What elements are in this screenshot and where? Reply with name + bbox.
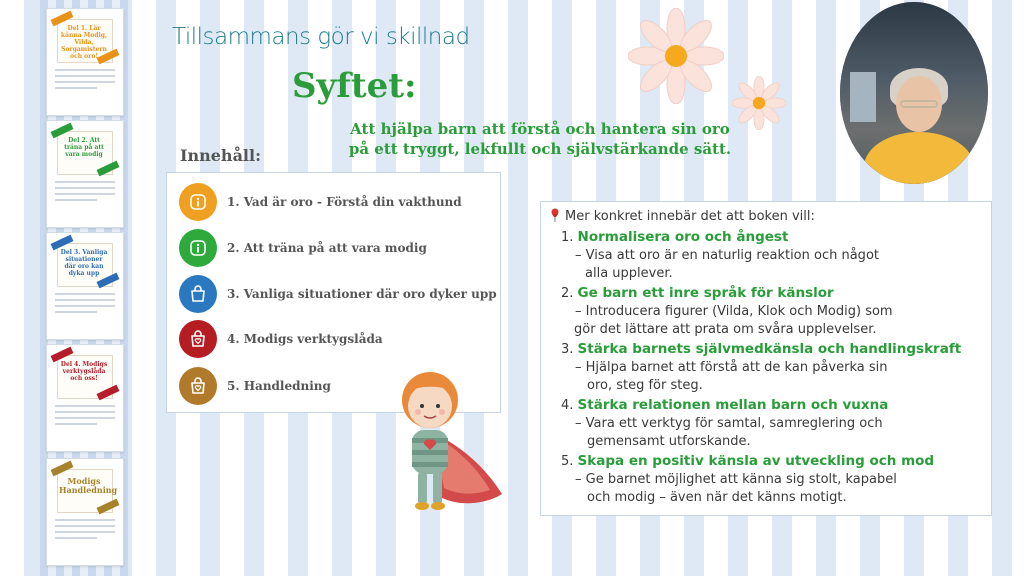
contents-item-label: 3. Vanliga situationer där oro dyker upp bbox=[227, 287, 497, 301]
goal-3-title: 3. Stärka barnets självmedkänsla och handlingskraft bbox=[561, 341, 962, 357]
goal-5-line: – Ge barnet möjlighet att känna sig stolt, kapabel bbox=[575, 472, 897, 487]
thumbnail-part-1[interactable] bbox=[46, 8, 124, 116]
contents-item-label: 2. Att träna på att vara modig bbox=[227, 241, 427, 255]
superhero-child-illustration bbox=[372, 362, 512, 522]
goal-4-line: gemensamt utforskande. bbox=[587, 434, 751, 449]
bag-icon bbox=[179, 275, 217, 313]
thumbnail-part-2[interactable] bbox=[46, 120, 124, 228]
slide-subtitle: Tillsammans gör vi skillnad bbox=[172, 24, 470, 50]
goal-5-title: 5. Skapa en positiv känsla av utveckling och mod bbox=[561, 453, 935, 469]
goal-1-title: 1. Normalisera oro och ångest bbox=[561, 229, 789, 245]
heart-bag-icon bbox=[179, 320, 217, 358]
purpose-line-2: på ett tryggt, lekfullt och självstärkande sätt. bbox=[348, 140, 732, 158]
purpose-line-1: Att hjälpa barn att förstå och hantera sin oro bbox=[350, 120, 730, 138]
thumbnail-part-3[interactable] bbox=[46, 232, 124, 340]
purpose-statement bbox=[330, 119, 750, 159]
thumbnail-title: Del 1. Lär känna Modig, Vilda, Sorgamistern och oro! bbox=[60, 25, 108, 60]
daisy-decoration-large bbox=[628, 8, 724, 104]
goal-5-line: och modig – även när det känns motigt. bbox=[587, 490, 847, 505]
goal-1-line: – Visa att oro är en naturlig reaktion och något bbox=[575, 248, 879, 263]
contents-item-label: 1. Vad är oro - Förstå din vakthund bbox=[227, 195, 462, 209]
contents-item-label: 5. Handledning bbox=[227, 379, 331, 393]
pushpin-icon bbox=[549, 208, 561, 222]
contents-item-1[interactable] bbox=[179, 182, 462, 222]
page-title: Syftet: bbox=[292, 66, 417, 106]
contents-item-5[interactable] bbox=[179, 366, 331, 406]
goal-3-line: oro, steg för steg. bbox=[587, 378, 703, 393]
goal-3-line: – Hjälpa barnet att förstå att de kan påverka sin bbox=[575, 360, 888, 375]
heart-bag-icon bbox=[179, 367, 217, 405]
thumbnail-part-4[interactable] bbox=[46, 344, 124, 452]
thumbnail-title: Del 4. Modigs verktygslåda och oss! bbox=[60, 361, 108, 382]
contents-heading: Innehåll: bbox=[180, 146, 261, 165]
goal-4-line: – Vara ett verktyg för samtal, samreglering och bbox=[575, 416, 883, 431]
goal-1-line: alla upplever. bbox=[585, 266, 673, 281]
goal-2-title: 2. Ge barn ett inre språk för känslor bbox=[561, 285, 834, 301]
thumbnail-handledning[interactable] bbox=[46, 458, 124, 566]
info-icon bbox=[179, 183, 217, 221]
daisy-decoration-small bbox=[732, 76, 786, 130]
contents-item-2[interactable] bbox=[179, 228, 427, 268]
goals-intro: Mer konkret innebär det att boken vill: bbox=[549, 208, 815, 226]
goal-4-title: 4. Stärka relationen mellan barn och vuxna bbox=[561, 397, 889, 413]
contents-item-4[interactable] bbox=[179, 319, 383, 359]
presenter-webcam bbox=[840, 2, 988, 184]
goal-2-line: – Introducera figurer (Vilda, Klok och Modig) som bbox=[575, 304, 893, 319]
thumbnail-title: Del 3. Vanliga situationer där oro kan dyka upp bbox=[60, 249, 108, 277]
thumbnail-title: Modigs Handledning bbox=[59, 476, 118, 495]
goals-panel bbox=[540, 201, 992, 516]
info-icon bbox=[179, 229, 217, 267]
contents-item-label: 4. Modigs verktygslåda bbox=[227, 332, 383, 346]
thumbnail-title: Del 2. Att träna på att vara modig bbox=[64, 137, 104, 158]
goal-2-line: gör det lättare att prata om svåra upplevelser. bbox=[574, 322, 877, 337]
contents-item-3[interactable] bbox=[179, 274, 497, 314]
